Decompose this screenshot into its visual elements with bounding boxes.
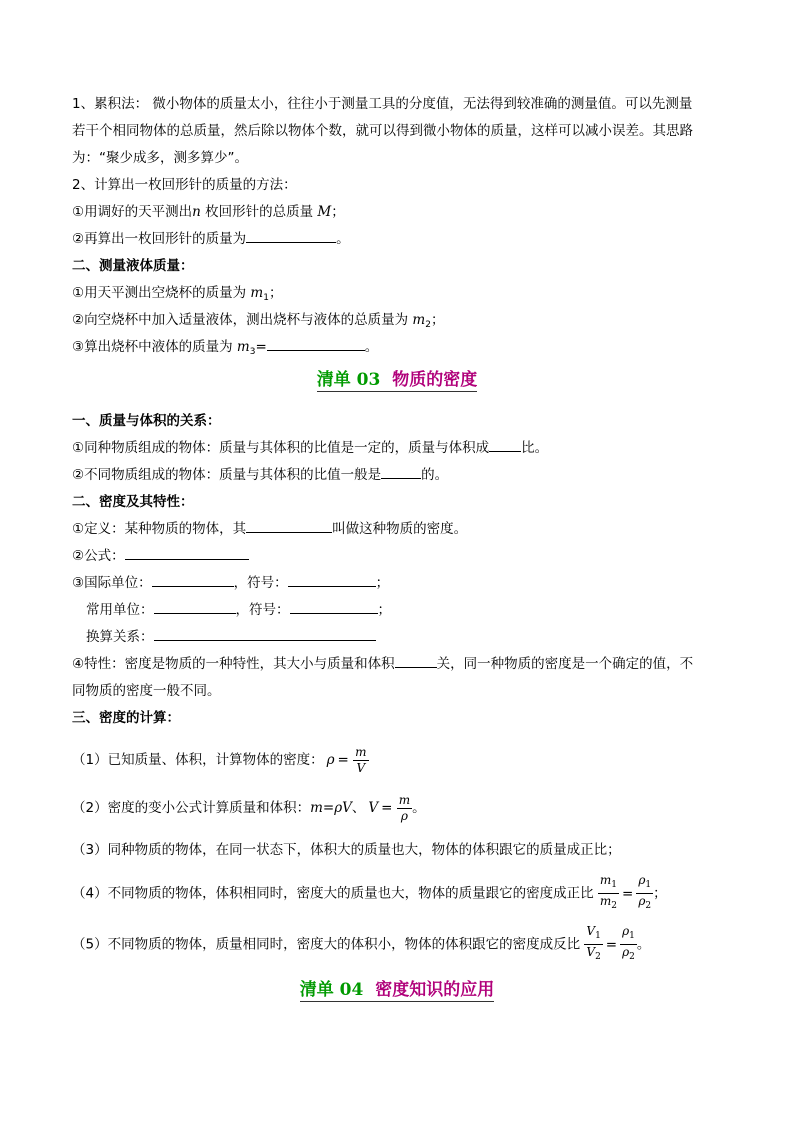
fill-blank[interactable]: [125, 545, 249, 560]
line-text: 常用单位：: [86, 602, 154, 618]
liquid-step-2: [72, 309, 444, 336]
common-unit-line: [86, 599, 391, 621]
line-text: 关，同一种物质的密度是一个确定的值，不: [436, 656, 694, 672]
subscript: 1: [595, 931, 601, 941]
var-m: m: [412, 312, 426, 328]
denominator: V: [586, 945, 596, 959]
fill-blank[interactable]: [288, 572, 376, 587]
subscript: 2: [645, 901, 652, 911]
numerator: m: [355, 744, 367, 759]
line-text: （1）已知质量、体积，计算物体的密度：: [72, 752, 324, 768]
heading-title: 物质的密度: [392, 370, 478, 390]
calc-3: （3）同种物质的物体，在同一状态下，体积大的质量也大，物体的体积跟它的质量成正比；: [72, 842, 621, 858]
density-heading: 二、密度及其特性：: [72, 494, 194, 510]
calc-5: [72, 924, 650, 965]
section-heading-03: [0, 368, 794, 392]
line-text: ④特性：密度是物质的一种特性，其大小与质量和体积: [72, 656, 395, 672]
fill-blank[interactable]: [267, 336, 365, 351]
conversion-line: [86, 626, 376, 648]
numerator: ρ: [638, 873, 646, 887]
denominator: ρ: [638, 894, 646, 908]
section-heading-04: [0, 978, 794, 1002]
subscript: 2: [425, 320, 431, 330]
equals: =: [622, 885, 634, 902]
numerator: m: [599, 873, 612, 887]
heading-label: 清单 04: [299, 980, 364, 1000]
line-end: 。: [636, 936, 651, 953]
line-text: （4）不同物质的物体，体积相同时，密度大的质量也大，物体的质量跟它的密度成正比: [72, 885, 594, 902]
var-n: n: [192, 204, 201, 220]
subscript: 1: [611, 880, 618, 890]
line-text: （5）不同物质的物体，质量相同时，密度大的体积小，物体的体积跟它的密度成反比: [72, 936, 581, 953]
equals: =: [605, 936, 618, 953]
line-end: 。: [412, 800, 426, 816]
subscript: 2: [629, 952, 635, 962]
liquid-mass-heading: 二、测量液体质量：: [72, 258, 194, 274]
line-end: ；: [653, 885, 667, 902]
line-text: 换算关系：: [86, 629, 154, 645]
denominator: ρ: [622, 945, 630, 959]
numerator: V: [586, 924, 596, 938]
line-end: ；: [375, 575, 390, 591]
accumulation-line-3: 为：“聚少成多，测多算少”。: [72, 150, 248, 166]
paperclip-step-1-mid: 枚回形针的总质量: [200, 204, 318, 220]
liquid-step-1: [72, 282, 282, 309]
liquid-step-1-text: ①用天平测出空烧杯的质量为: [72, 285, 251, 301]
paperclip-step-2-text: ②再算出一枚回形针的质量为: [72, 231, 247, 247]
var-V: V: [368, 800, 379, 816]
paperclip-step-1: [72, 201, 345, 223]
equals: =: [381, 800, 393, 816]
calc-1: [72, 744, 369, 776]
fill-blank[interactable]: [395, 653, 437, 668]
equals: =: [337, 752, 349, 768]
accumulation-line-1: 1、累积法： 微小物体的质量太小，往往小于测量工具的分度值，无法得到较准确的测量值。可以先测量: [72, 96, 693, 112]
line-text: ②不同物质组成的物体：质量与其体积的比值一般是: [72, 467, 382, 483]
fill-blank[interactable]: [489, 437, 521, 452]
liquid-step-1-end: ；: [268, 285, 283, 301]
subscript: 1: [629, 931, 635, 941]
density-property-2: 同物质的密度一般不同。: [72, 683, 221, 699]
line-text: ③国际单位：: [72, 575, 152, 591]
line-end: 比。: [521, 440, 549, 456]
mass-volume-line-2: [72, 464, 448, 486]
fill-blank[interactable]: [154, 599, 236, 614]
subscript: 2: [595, 952, 601, 962]
denominator: V: [356, 760, 366, 775]
liquid-step-3-end: 。: [364, 339, 379, 355]
paperclip-step-2: [72, 228, 350, 250]
rho: ρ: [326, 752, 335, 768]
density-definition: [72, 518, 467, 540]
mass-volume-heading: 一、质量与体积的关系：: [72, 413, 221, 429]
fill-blank[interactable]: [290, 599, 378, 614]
liquid-step-2-end: ；: [430, 312, 445, 328]
density-property-1: [72, 653, 693, 675]
fraction-m-over-rho: [397, 793, 412, 824]
calc-2: [72, 792, 426, 824]
line-text: ，符号：: [233, 575, 288, 591]
fill-blank[interactable]: [246, 228, 336, 243]
numerator: ρ: [622, 924, 630, 938]
separator: 、: [351, 800, 366, 816]
line-text: ①同种物质组成的物体：质量与其体积的比值是一定的，质量与体积成: [72, 440, 490, 456]
mass-volume-line-1: [72, 437, 548, 459]
density-formula: [72, 545, 249, 567]
var-m: m: [236, 339, 250, 355]
subscript: 1: [645, 880, 652, 890]
fraction-m-over-V: [353, 745, 368, 776]
density-calc-heading: 三、密度的计算：: [72, 710, 180, 726]
liquid-step-3: [72, 336, 378, 363]
subscript: 3: [249, 347, 256, 357]
fraction-V-ratio: [584, 924, 602, 965]
paperclip-step-1-text: ①用调好的天平测出: [72, 204, 193, 220]
fraction-rho-ratio: [636, 873, 653, 914]
line-text: ，符号：: [235, 602, 290, 618]
heading-label: 清单 03: [316, 370, 381, 390]
calc-4: [72, 873, 667, 914]
heading-title: 密度知识的应用: [375, 980, 495, 1000]
fill-blank[interactable]: [154, 626, 376, 641]
line-end: ；: [377, 602, 391, 618]
fill-blank[interactable]: [152, 572, 234, 587]
accumulation-line-2: 若干个相同物体的总质量，然后除以物体个数，就可以得到微小物体的质量，这样可以减小误差。其思路: [72, 123, 693, 139]
paperclip-method-title: 2、计算出一枚回形针的质量的方法：: [72, 177, 297, 193]
formula: m=ρV: [310, 800, 352, 816]
line-text: ②公式：: [72, 548, 125, 564]
fraction-rho-ratio: [620, 924, 637, 965]
subscript: 2: [611, 901, 618, 911]
fraction-m-ratio: [598, 873, 619, 914]
fill-blank[interactable]: [246, 518, 332, 533]
liquid-step-2-text: ②向空烧杯中加入适量液体，测出烧杯与液体的总质量为: [72, 312, 413, 328]
numerator: m: [398, 792, 411, 807]
equals: =: [255, 339, 267, 355]
line-text: （2）密度的变小公式计算质量和体积：: [72, 800, 311, 816]
paperclip-step-2-end: 。: [336, 231, 350, 247]
paperclip-step-1-end: ；: [331, 204, 345, 220]
denominator: m: [599, 894, 612, 908]
si-unit-line: [72, 572, 389, 594]
liquid-step-3-text: ③算出烧杯中液体的质量为: [72, 339, 237, 355]
line-text: ①定义：某种物质的物体，其: [72, 521, 247, 537]
var-M: M: [317, 204, 332, 220]
line-end: 的。: [421, 467, 449, 483]
fill-blank[interactable]: [381, 464, 421, 479]
denominator: ρ: [400, 808, 408, 823]
var-m: m: [250, 285, 264, 301]
subscript: 1: [263, 293, 269, 303]
line-end: 叫做这种物质的密度。: [332, 521, 468, 537]
